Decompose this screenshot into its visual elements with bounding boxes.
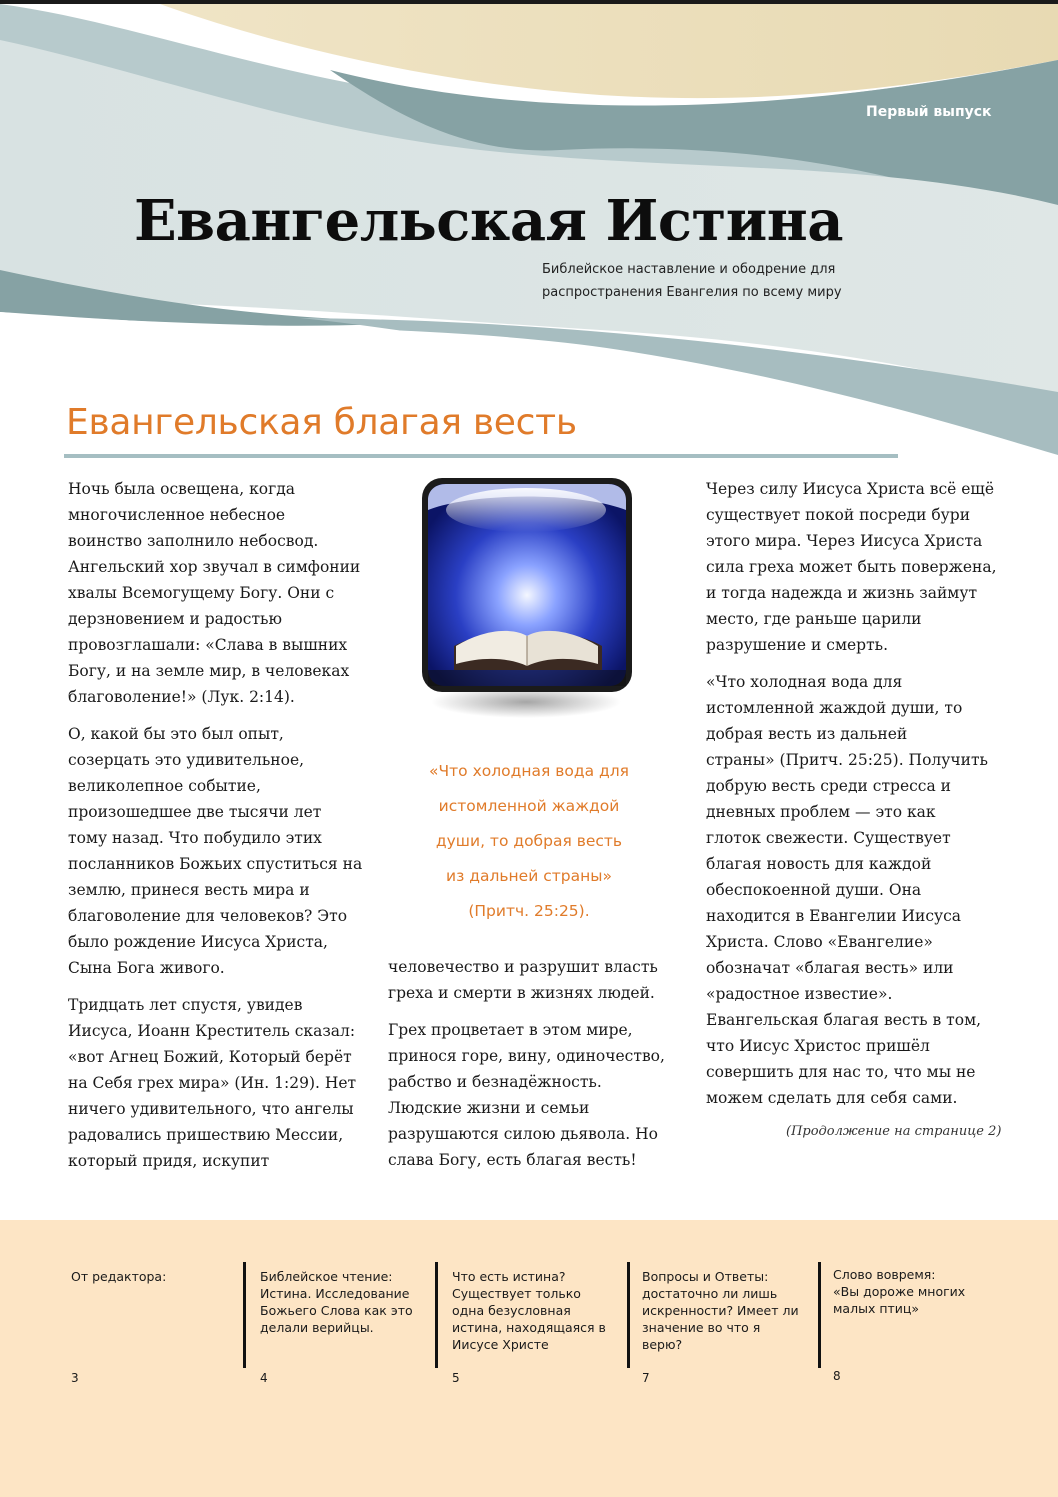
text-line: принося горе, вину, одиночество, [388, 1047, 665, 1065]
toc-text: верю? [642, 1337, 683, 1352]
paragraph [68, 721, 368, 981]
article-column-2 [388, 954, 678, 1184]
text-line: произошедшее две тысячи лет [68, 803, 322, 821]
newsletter-subtitle [542, 258, 852, 304]
toc-text: одна безусловная [452, 1303, 571, 1318]
text-line: совершить для нас то, что мы не [706, 1063, 976, 1081]
toc-item-questions-answers[interactable] [642, 1268, 799, 1353]
article-column-1 [68, 476, 368, 1185]
open-bible-image [414, 470, 644, 730]
text-line: «вот Агнец Божий, Который берёт [68, 1048, 352, 1066]
toc-divider [243, 1262, 246, 1368]
text-line: воинство заполнило небосвод. [68, 532, 319, 550]
text-line: Богу, и на земле мир, в человеках [68, 662, 350, 680]
article-heading: Евангельская благая весть [66, 402, 577, 443]
text-line: этого мира. Через Иисуса Христа [706, 532, 983, 550]
text-line: Евангельская благая весть в том, [706, 1011, 982, 1029]
text-line: страны» (Притч. 25:25). Получить [706, 751, 988, 769]
toc-divider [627, 1262, 630, 1368]
text-line: на Себя грех мира» (Ин. 1:29). Нет [68, 1074, 357, 1092]
toc-text: Что есть истина? [452, 1269, 566, 1284]
text-line: Тридцать лет спустя, увидев [68, 996, 303, 1014]
toc-text: Истина. Исследование [260, 1286, 410, 1301]
toc-text: Иисусе Христе [452, 1337, 549, 1352]
toc-item-what-is-truth[interactable] [452, 1268, 606, 1353]
text-line: многочисленное небесное [68, 506, 286, 524]
text-line: истомленной жаждой души, то [706, 699, 963, 717]
text-line: дневных проблем — это как [706, 803, 936, 821]
text-line: провозглашали: «Слава в вышних [68, 636, 348, 654]
toc-page-number: 5 [452, 1371, 460, 1385]
article-column-3 [706, 476, 1006, 1122]
text-line: Ангельский хор звучал в симфонии [68, 558, 361, 576]
toc-text: значение во что я [642, 1320, 761, 1335]
text-line: Иисуса, Иоанн Креститель сказал: [68, 1022, 356, 1040]
text-line: сила греха может быть повержена, [706, 558, 997, 576]
paragraph [68, 992, 368, 1174]
pull-quote [398, 754, 660, 929]
toc-item-editor[interactable] [71, 1268, 166, 1285]
text-line: ничего удивительного, что ангелы [68, 1100, 354, 1118]
contents-footer [0, 1220, 1058, 1497]
continued-note[interactable]: (Продолжение на странице 2) [786, 1124, 1002, 1139]
text-line: благая новость для каждой [706, 855, 932, 873]
text-line: место, где раньше царили [706, 610, 922, 628]
toc-page-number: 4 [260, 1371, 268, 1385]
text-line: великолепное событие, [68, 777, 261, 795]
text-line: добрую весть среди стресса и [706, 777, 951, 795]
text-line: хвалы Всемогущему Богу. Они с [68, 584, 335, 602]
text-line: Сына Бога живого. [68, 959, 225, 977]
text-line: который придя, искупит [68, 1152, 270, 1170]
text-line: Грех процветает в этом мире, [388, 1021, 633, 1039]
toc-text: Божьего Слова как это [260, 1303, 413, 1318]
subtitle-line: Библейское наставление и ободрение для [542, 262, 836, 277]
text-line: обеспокоенной души. Она [706, 881, 922, 899]
text-line: благоволение!» (Лук. 2:14). [68, 688, 295, 706]
text-line: обозначат «благая весть» или [706, 959, 954, 977]
toc-text: «Вы дороже многих [833, 1284, 966, 1299]
text-line: радовались пришествию Мессии, [68, 1126, 344, 1144]
text-line: рабство и безнадёжность. [388, 1073, 602, 1091]
text-line: слава Богу, есть благая весть! [388, 1151, 637, 1169]
toc-text: Существует только [452, 1286, 581, 1301]
paragraph [706, 476, 1006, 658]
newsletter-title: Евангельская Истина [134, 188, 844, 254]
text-line: что Иисус Христос пришёл [706, 1037, 930, 1055]
toc-item-bible-reading[interactable] [260, 1268, 413, 1336]
toc-text: Библейское чтение: [260, 1269, 393, 1284]
text-line: созерцать это удивительное, [68, 751, 305, 769]
toc-text: Слово вовремя: [833, 1267, 936, 1282]
text-line: Христа. Слово «Евангелие» [706, 933, 933, 951]
toc-text: малых птиц» [833, 1301, 920, 1316]
toc-text: истина, находящаяся в [452, 1320, 606, 1335]
text-line: разрушаются силою дьявола. Но [388, 1125, 658, 1143]
text-line: и тогда надежда и жизнь займут [706, 584, 978, 602]
toc-text: Вопросы и Ответы: [642, 1269, 769, 1284]
text-line: глоток свежести. Существует [706, 829, 951, 847]
pull-quote-line: из дальней страны» [446, 867, 612, 885]
text-line: О, какой бы это был опыт, [68, 725, 284, 743]
pull-quote-line: души, то добрая весть [435, 832, 623, 850]
text-line: Через силу Иисуса Христа всё ещё [706, 480, 995, 498]
pull-quote-line: «Что холодная вода для [429, 762, 629, 780]
toc-text: искренности? Имеет ли [642, 1303, 799, 1318]
paragraph [706, 669, 1006, 1111]
toc-page-number: 8 [833, 1369, 841, 1383]
toc-text: делали верийцы. [260, 1320, 374, 1335]
heading-divider [64, 454, 898, 458]
subtitle-line: распространения Евангелия по всему миру [542, 285, 842, 300]
text-line: разрушение и смерть. [706, 636, 889, 654]
toc-divider [818, 1262, 821, 1368]
text-line: тому назад. Что побудило этих [68, 829, 322, 847]
issue-label: Первый выпуск [866, 104, 992, 120]
text-line: находится в Евангелии Иисуса [706, 907, 962, 925]
text-line: посланников Божьих спуститься на [68, 855, 363, 873]
text-line: дерзновением и радостью [68, 610, 282, 628]
text-line: существует покой посреди бури [706, 506, 971, 524]
toc-page-number: 3 [71, 1371, 79, 1385]
text-line: человечество и разрушит власть [388, 958, 658, 976]
paragraph [388, 954, 678, 1006]
text-line: «Что холодная вода для [706, 673, 903, 691]
text-line: Ночь была освещена, когда [68, 480, 295, 498]
text-line: благоволение для человеков? Это [68, 907, 348, 925]
toc-text: От редактора: [71, 1269, 167, 1284]
paragraph [388, 1017, 678, 1173]
text-line: добрая весть из дальней [706, 725, 908, 743]
pull-quote-line: истомленной жаждой [438, 797, 620, 815]
text-line: было рождение Иисуса Христа, [68, 933, 328, 951]
toc-item-timely-word[interactable] [833, 1266, 965, 1317]
text-line: землю, принеся весть мира и [68, 881, 310, 899]
text-line: можем сделать для себя сами. [706, 1089, 958, 1107]
text-line: «радостное известие». [706, 985, 893, 1003]
text-line: греха и смерти в жизнях людей. [388, 984, 655, 1002]
paragraph [68, 476, 368, 710]
pull-quote-line: (Притч. 25:25). [468, 902, 590, 920]
text-line: Людские жизни и семьи [388, 1099, 590, 1117]
toc-text: достаточно ли лишь [642, 1286, 778, 1301]
toc-divider [435, 1262, 438, 1368]
toc-page-number: 7 [642, 1371, 650, 1385]
